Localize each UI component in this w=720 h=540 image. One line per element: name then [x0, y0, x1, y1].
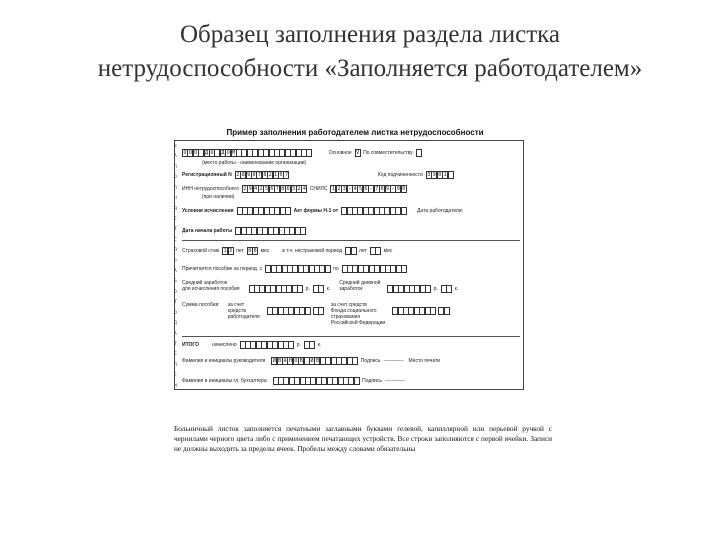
snils-cells: [330, 185, 406, 193]
form-cell[interactable]: 7: [375, 185, 379, 192]
sum-fund-kop-cells: [438, 307, 449, 315]
period-label: Причитается пособие за период: [182, 265, 257, 272]
form-cell[interactable]: 9: [248, 185, 252, 192]
inn-sub-row: [202, 192, 237, 201]
noninsur-months-cells: [370, 247, 381, 255]
start-label: Дата начала работы: [182, 227, 233, 234]
conditions-cells: [237, 207, 291, 215]
form-cell[interactable]: Н: [288, 357, 292, 364]
head-label: Фамилия и инициалы руководителя: [182, 357, 266, 364]
avgday-kop-cells: [441, 285, 452, 293]
form-cell[interactable]: [430, 307, 436, 315]
margin-letter: Д: [174, 321, 177, 327]
margin-letter: Я: [174, 248, 177, 254]
form-cell[interactable]: В: [278, 357, 282, 364]
sub-cells: [426, 171, 453, 179]
form-cell[interactable]: 2: [297, 185, 301, 192]
form-cell[interactable]: В: [315, 357, 319, 364]
form-cell[interactable]: 8: [281, 185, 285, 192]
form-cell[interactable]: -: [279, 227, 283, 234]
form-cell[interactable]: [425, 285, 431, 293]
form-cell[interactable]: 4: [302, 185, 306, 192]
margin-letter: А: [174, 154, 177, 160]
row-registration: [182, 170, 456, 179]
form-cell[interactable]: -: [391, 185, 395, 192]
form-cell[interactable]: 4: [254, 185, 258, 192]
ins-years-label: лет: [235, 247, 244, 254]
form-cell[interactable]: 9: [386, 185, 390, 192]
form-cell[interactable]: -: [369, 185, 373, 192]
form-cell[interactable]: 6: [364, 185, 368, 192]
act-label: Акт формы Н-1 от: [293, 207, 339, 214]
sum-fund-3: страхования: [330, 314, 361, 320]
form-cell[interactable]: Д: [221, 149, 225, 156]
org-sublabel: (место работы - наименование организации): [202, 159, 307, 166]
period-from-cells: [265, 265, 330, 273]
period-to: по: [333, 265, 339, 272]
sum-fund-4: Российской Федерации: [330, 320, 386, 326]
form-cell[interactable]: 8: [241, 171, 245, 178]
form-cell[interactable]: -: [258, 227, 262, 234]
avgday-label-2: заработок: [339, 286, 363, 292]
form-cell[interactable]: 5: [264, 185, 268, 192]
snils-label: СНИЛС: [309, 185, 328, 192]
sum-emp-1: за счет: [227, 302, 245, 308]
form-cell[interactable]: И: [310, 357, 314, 364]
inn-sublabel: (при наличии): [202, 193, 235, 200]
form-cell[interactable]: 0: [438, 171, 442, 178]
margin-letter: Р: [174, 258, 177, 264]
acc-cells: [273, 377, 360, 385]
org-sublabel-row: [202, 158, 309, 167]
divider-2: [182, 336, 520, 337]
primary-mark: V: [356, 149, 360, 156]
row-total: [182, 340, 324, 349]
form-cell[interactable]: 8: [380, 185, 384, 192]
noninsur-label: в т.ч. нестраховой период: [282, 247, 343, 254]
form-cell[interactable]: В: [299, 357, 303, 364]
form-cell[interactable]: 1: [331, 185, 335, 192]
form-cell[interactable]: [352, 357, 358, 365]
noninsur-years-label: лет: [358, 247, 367, 254]
form-cell[interactable]: [401, 207, 407, 215]
instruction-note: Больничный листок заполняется печатными заглавными буквами гелевой, капиллярной или перьевой ручкой с чернилами черного цвета либо с применением печатающих устройств. Все строки заполняются с первой ячейки. Записи не должны выходить за пределы ячеек. Пробелы между словами обязательны: [174, 424, 552, 453]
form-cell[interactable]: 2: [236, 171, 240, 178]
margin-letter: Л: [174, 185, 177, 191]
form-cell[interactable]: 7: [275, 185, 279, 192]
period-from: с: [259, 265, 263, 272]
insurance-label: Страховой стаж: [182, 247, 220, 254]
avgday-cells: [387, 285, 430, 293]
form-cell[interactable]: [444, 307, 450, 315]
form-cell[interactable]: [288, 341, 294, 349]
start-cells: [235, 227, 305, 235]
form-cell[interactable]: 2: [243, 185, 247, 192]
row-sums: [182, 302, 452, 334]
form-cell[interactable]: [446, 285, 452, 293]
ins-years-cells: [222, 247, 233, 255]
row-organization: [182, 148, 424, 157]
divider-1: [182, 240, 520, 241]
conditions-label: Условия исчисления: [182, 207, 234, 214]
margin-letter: Т: [174, 227, 177, 233]
sum-emp-kop-cells: [313, 307, 324, 315]
form-cell[interactable]: [354, 377, 360, 385]
form-cell[interactable]: 0: [279, 171, 283, 178]
form-cell[interactable]: 9: [247, 171, 251, 178]
form-cell[interactable]: -: [348, 185, 352, 192]
head-cells: [271, 357, 358, 365]
form-cell[interactable]: 2: [337, 185, 341, 192]
form-cell[interactable]: О: [210, 149, 214, 156]
ins-months-cells: [247, 247, 258, 255]
form-cell[interactable]: О: [226, 149, 230, 156]
form-cell[interactable]: 7: [257, 171, 261, 178]
form-cell[interactable]: 5: [358, 185, 362, 192]
row-accountant: [182, 376, 408, 385]
form-cell[interactable]: [375, 247, 381, 255]
form-cell[interactable]: О: [294, 357, 298, 364]
total-cells: [240, 341, 294, 349]
row-head: [182, 356, 443, 365]
form-cell[interactable]: 1: [443, 171, 447, 178]
form-cell[interactable]: [297, 285, 303, 293]
margin-letter: Т: [174, 342, 177, 348]
form-caption: Пример заполнения работодателем листка нетрудоспособности: [226, 128, 484, 137]
avgday-kop: к.: [454, 286, 459, 292]
avg-cells: [249, 285, 303, 293]
secondary-label: По совместительству: [363, 149, 413, 156]
row-period: [182, 264, 410, 273]
form-cell[interactable]: 3: [292, 185, 296, 192]
avg-kop-cells: [313, 285, 324, 293]
form-cell[interactable]: [401, 265, 407, 273]
form-cell[interactable]: 8: [263, 171, 267, 178]
act-cells: [341, 207, 406, 215]
form-cell[interactable]: [309, 341, 315, 349]
form-cell[interactable]: 3: [342, 185, 346, 192]
margin-letter: О: [174, 310, 177, 316]
slide-title: Образец заполнения раздела листка нетрудоспособности «Заполняется работодателем»: [97, 21, 643, 82]
form-cell[interactable]: [305, 307, 311, 315]
form-cell[interactable]: [325, 265, 331, 273]
form-cell[interactable]: 9: [432, 171, 436, 178]
inn-cells: [242, 185, 307, 193]
form-cell[interactable]: Д: [205, 149, 209, 156]
avgday-label-1: Средний дневной: [339, 280, 381, 286]
form-cell[interactable]: [306, 149, 312, 157]
form-cell[interactable]: [285, 207, 291, 215]
margin-letter: Е: [174, 352, 177, 358]
sum-emp-cells: [267, 307, 310, 315]
form-margin-letters: [174, 144, 180, 389]
reg-cells: [235, 171, 289, 179]
form-cell[interactable]: 8: [253, 247, 257, 254]
form-cell[interactable]: 0: [396, 185, 400, 192]
row-start-date: [182, 226, 309, 235]
sum-emp-3: работодателя: [227, 314, 260, 320]
form-cell[interactable]: О: [183, 149, 187, 156]
ins-months-label: мес: [260, 247, 270, 254]
head-sign-line: ------------: [383, 357, 404, 364]
form-cell[interactable]: [300, 227, 306, 235]
form-cell[interactable]: 0: [402, 185, 406, 192]
noninsur-months-label: мес: [383, 247, 393, 254]
total-sub: начислено: [212, 341, 237, 348]
margin-letter: Л: [174, 362, 177, 368]
seal-label: Место печати: [408, 357, 441, 364]
secondary-cell[interactable]: [416, 149, 421, 157]
margin-letter: Н: [174, 196, 177, 202]
form-cell[interactable]: 0: [252, 171, 256, 178]
form-cell[interactable]: [318, 285, 324, 293]
date-right-label: Дата работодателю: [417, 207, 463, 214]
avg-kop: к.: [326, 286, 331, 292]
org-cells: [182, 149, 312, 157]
primary-cell[interactable]: [355, 149, 360, 157]
total-label: ИТОГО: [182, 341, 200, 348]
inn-label: ИНН нетрудоспособного: [182, 185, 239, 192]
total-kop: к.: [317, 341, 322, 348]
margin-letter: А: [174, 331, 177, 337]
margin-letter: Т: [174, 300, 177, 306]
margin-letter: О: [174, 175, 177, 181]
avg-label-2: для исчисления пособия: [182, 286, 240, 292]
margin-letter: О: [174, 289, 177, 295]
form-cell[interactable]: 2: [268, 171, 272, 178]
form-cell[interactable]: О: [194, 149, 198, 156]
row-insurance: [182, 246, 395, 255]
margin-letter: М: [174, 383, 177, 389]
sum-emp-2: средств: [227, 308, 247, 314]
row-average: [182, 280, 461, 294]
period-to-cells: [342, 265, 407, 273]
head-sign: Подпись: [360, 357, 381, 364]
margin-letter: Е: [174, 373, 177, 379]
form-cell[interactable]: 6: [286, 185, 290, 192]
total-kop-cells: [304, 341, 315, 349]
acc-label: Фамилия и инициалы гл. бухгалтера: [182, 377, 267, 384]
sum-label: Сумма пособия:: [182, 302, 220, 308]
form-cell[interactable]: 2: [259, 185, 263, 192]
form-cell[interactable]: А: [283, 357, 287, 364]
margin-letter: С: [174, 237, 177, 243]
total-rub: р.: [296, 341, 301, 348]
form-cell[interactable]: 0: [248, 247, 252, 254]
form-cell[interactable]: И: [272, 357, 276, 364]
form-cell[interactable]: М: [232, 149, 236, 156]
margin-letter: Е: [174, 216, 177, 222]
form-cell[interactable]: 3: [427, 171, 431, 178]
acc-sign-line: ------------: [384, 377, 405, 384]
avg-label-1: Средний заработок: [182, 280, 228, 286]
form-cell[interactable]: 1: [274, 171, 278, 178]
avg-rub: р.: [305, 286, 310, 292]
sum-fund-1: за счет средств: [330, 302, 367, 308]
form-cell[interactable]: [448, 171, 454, 179]
sick-leave-form: [174, 140, 524, 390]
form-cell[interactable]: 7: [284, 171, 288, 178]
form-cell[interactable]: [351, 247, 357, 255]
margin-letter: П: [174, 164, 177, 170]
sub-label: Код подчиненности: [377, 171, 423, 178]
acc-sign: Подпись: [362, 377, 382, 384]
form-cell[interactable]: 3: [229, 247, 233, 254]
margin-letter: Я: [174, 206, 177, 212]
margin-letter: З: [174, 144, 177, 149]
form-cell[interactable]: 1: [223, 247, 227, 254]
form-cell[interactable]: 4: [353, 185, 357, 192]
row-conditions: [182, 206, 466, 215]
margin-letter: Б: [174, 279, 177, 285]
margin-letter: А: [174, 269, 177, 275]
sum-fund-2: Фонда социального: [330, 308, 377, 314]
noninsur-years-cells: [345, 247, 356, 255]
reg-label: Регистрационный N: [182, 171, 232, 178]
form-cell[interactable]: 6: [270, 185, 274, 192]
form-cell[interactable]: О: [188, 149, 192, 156]
primary-label: Основное: [328, 149, 352, 156]
sum-fund-cells: [392, 307, 435, 315]
form-cell[interactable]: [318, 307, 324, 315]
avgday-rub: р.: [433, 286, 438, 292]
